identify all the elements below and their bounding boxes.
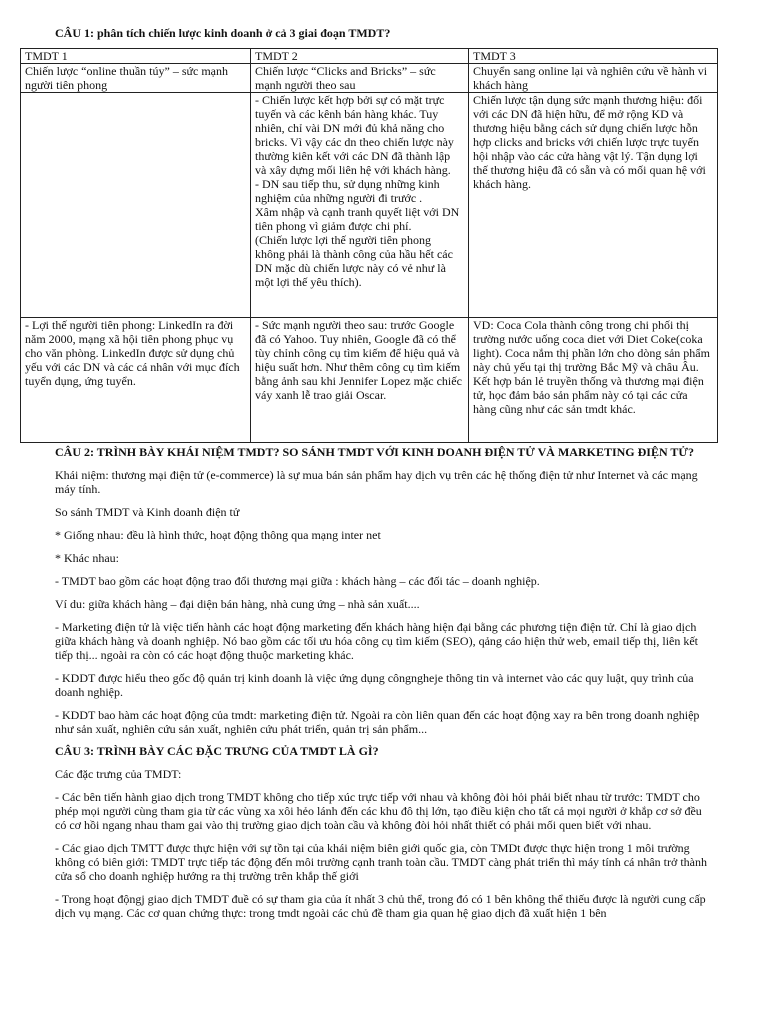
question-3-title: CÂU 3: TRÌNH BÀY CÁC ĐẶC TRƯNG CỦA TMDT LÀ GÌ? <box>55 744 379 758</box>
paragraph: * Giống nhau: đều là hình thức, hoạt động thông qua mạng inter net <box>55 528 381 542</box>
strategy-table <box>20 48 718 443</box>
table-row <box>21 93 718 318</box>
header-tmdt-2: TMDT 2 <box>251 49 469 64</box>
paragraph: - TMDT bao gồm các hoạt động trao đổi thương mại giữa : khách hàng – các đối tác – doanh nghiệp. <box>55 574 540 588</box>
table-row <box>21 49 718 64</box>
example-cell-3: VD: Coca Cola thành công trong chi phối thị trường nước uống coca diet với Diet Coke(coka light). Coca nắm thị phần lớn cho dòng sản phẩm này chủ yếu tại thị trường Bắc Mỹ và châu Âu. Kết hợp bán lẻ truyền thống và thương mại điện tử, học đảm bảo sản phẩm này có tại các cửa hàng cũng như các sản tmdt khác. <box>469 318 718 443</box>
table-row <box>21 64 718 93</box>
strategy-cell-1: Chiến lược “online thuần túy” – sức mạnh người tiên phong <box>21 64 251 93</box>
paragraph: - KDDT bao hàm các hoạt động của tmdt: marketing điện tử. Ngoài ra còn liên quan đến các hoạt động xay ra bên trong doanh nghiệp như sản xuất, nghiên cứu sản xuất, nghiên cứu phát triển, quản trị sản phẩm... <box>55 708 700 736</box>
paragraph: - Marketing điện tử là việc tiến hành các hoạt động marketing đến khách hàng hiện đại bằng các phương tiện điện tử. Chỉ là giao dịch giữa khách hàng và doanh nghiệp. Nó bao gồm các tối ưu hóa công cụ tìm kiếm (SEO), qảng cáo hiện thử web, email tiếp thị, liên kết tiếp thị... ngoài ra còn có các hoạt động thuộc marketing khác. <box>55 620 699 662</box>
detail-cell-2: - Chiến lược kết hợp bởi sự có mặt trực tuyến và các kênh bán hàng khác. Tuy nhiên, chỉ vài DN mới đủ khả năng cho bricks. Vì vậy các dn theo chiến lược này thường kiên kết với các DN đã thành lập và xây dựng mối liên hệ với khách hàng. - DN sau tiếp thu, sử dụng những kinh nghiệm của những người đi trước . Xâm nhập và cạnh tranh quyết liệt với DN tiên phong vì giảm được chi phí. (Chiến lược lợi thế người tiên phong không phải là thành công của hầu hết các DN mặc dù chiến lược này có vẻ như là một lợi thế yêu thích). <box>251 93 469 318</box>
header-tmdt-3: TMDT 3 <box>469 49 718 64</box>
strategy-cell-3: Chuyển sang online lại và nghiên cứu về hành vi khách hàng <box>469 64 718 93</box>
paragraph: - Các bên tiến hành giao dịch trong TMDT không cho tiếp xúc trực tiếp với nhau và không đòi hỏi phải biết nhau từ trước: TMDT cho phép mọi người cùng tham gia từ các vùng xa xôi hẻo lánh đến các khu đô thị lớn, tạo điều kiện cho tất cả mọi người ở khắp cơ sở đều có cơ hồi ngang nhau tham gai vào thị trường giao dịch toàn cầu và không đòi hỏi nhất thiết có phải mối quen biết với nhau. <box>55 790 702 832</box>
question-2-title: CÂU 2: TRÌNH BÀY KHÁI NIỆM TMDT? SO SÁNH TMDT VỚI KINH DOANH ĐIỆN TỬ VÀ MARKETING ĐIỆN TỬ? <box>55 445 694 459</box>
paragraph: * Khác nhau: <box>55 551 119 565</box>
header-tmdt-1: TMDT 1 <box>21 49 251 64</box>
paragraph: - Các giao dịch TMTT được thực hiện với sự tồn tại của khái niệm biên giới quốc gia, còn TMDt được thực hiện trong 1 môi trường không có biên giới: TMDT trực tiếp tác động đến môi trường cạnh tranh toàn cầu. TMDT càng phát triển thì máy tính cá nhân trở thành cửa sổ cho doanh nghiệp hướng ra thị trường trên khắp thế giới <box>55 841 708 883</box>
paragraph: Khái niệm: thương mại điện tử (e-commerce) là sự mua bán sản phẩm hay dịch vụ trên các hệ thống điện tử như Internet và các mạng máy tính. <box>55 468 698 496</box>
paragraph: - Trong hoạt độngj giao dịch TMDT đuề có sự tham gia của ít nhất 3 chủ thể, trong đó có 1 bên không thể thiếu được là người cung cấp dịch vụ mạng. Các cơ quan chứng thực: trong tmdt ngoài các chủ đề tham gia quan hệ giao dịch đã xuất hiện 1 bên <box>55 892 706 920</box>
detail-cell-1 <box>21 93 251 318</box>
example-cell-1: - Lợi thế người tiên phong: LinkedIn ra đời năm 2000, mạng xã hội tiên phong phục vụ cho văn phòng. LinkedIn được sử dụng chủ yếu với các DN và các cá nhân với mục đích tuyển dụng, ứng tuyển. <box>21 318 251 443</box>
question-1-title: CÂU 1: phân tích chiến lược kinh doanh ở cả 3 giai đoạn TMDT? <box>55 26 391 40</box>
paragraph: - KDDT được hiểu theo gốc độ quản trị kinh doanh là việc ứng dụng côngngheje thông tin và internet vào các quy luật, quy trình của doanh nghiệp. <box>55 671 694 699</box>
paragraph: Ví du: giữa khách hàng – đại diện bán hàng, nhà cung ứng – nhà sản xuất.... <box>55 597 420 611</box>
example-cell-2: - Sức mạnh người theo sau: trước Google đã có Yahoo. Tuy nhiên, Google đã có thể tùy chỉnh công cụ tìm kiếm để hiệu quả và hiệu suất hơn. Như thêm công cụ tìm kiếm bằng ảnh sau khi Jennifer Lopez mặc chiếc váy xanh lễ trao giải Oscar. <box>251 318 469 443</box>
paragraph: So sánh TMDT và Kinh doanh điện tử <box>55 505 240 519</box>
detail-cell-3: Chiến lược tận dụng sức mạnh thương hiệu: đối với các DN đã hiện hữu, để mở rộng KD và thương hiệu bằng cách sử dụng chiến lược hỗn hợp clicks and bricks với chiến lược trực tuyến hội nhập vào các cửa hàng vật lý. Tận dụng lợi thế thương hiệu đã có sẵn và có mối quan hệ với khách hàng. <box>469 93 718 318</box>
table-row <box>21 318 718 443</box>
strategy-cell-2: Chiến lược “Clicks and Bricks” – sức mạnh người theo sau <box>251 64 469 93</box>
document-body <box>55 446 715 929</box>
paragraph: Các đặc trưng của TMDT: <box>55 767 182 781</box>
